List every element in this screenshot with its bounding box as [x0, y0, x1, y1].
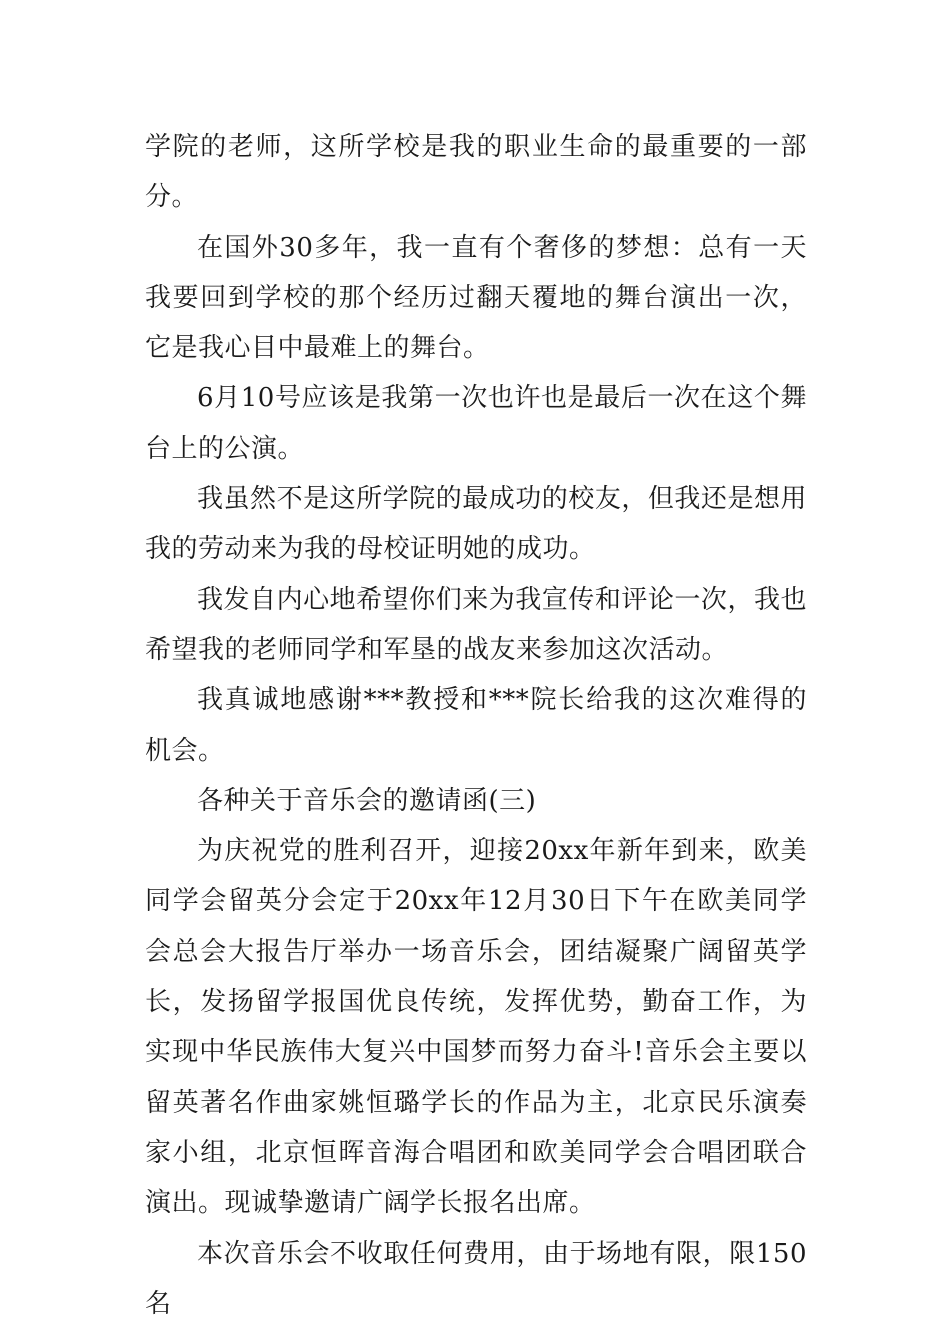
paragraph-performance-date: 6月10号应该是我第一次也许也是最后一次在这个舞台上的公演。 [145, 383, 807, 464]
paragraph-continuation: 学院的老师，这所学校是我的职业生命的最重要的一部分。 [145, 132, 807, 213]
paragraph-dream: 在国外30多年，我一直有个奢侈的梦想：总有一天我要回到学校的那个经历过翻天覆地的舞台演出一次，它是我心目中最难上的舞台。 [145, 232, 807, 364]
section-heading: 各种关于音乐会的邀请函(三) [197, 785, 537, 816]
paragraph-thanks: 我真诚地感谢***教授和***院长给我的这次难得的机会。 [145, 685, 807, 766]
paragraph-alumnus: 我虽然不是这所学院的最成功的校友，但我还是想用我的劳动来为我的母校证明她的成功。 [145, 484, 807, 565]
paragraph-invitation-hope: 我发自内心地希望你们来为我宣传和评论一次，我也希望我的老师同学和军垦的战友来参加这次活动。 [145, 584, 807, 665]
document-body [145, 122, 807, 1329]
paragraph-concert-details: 为庆祝党的胜利召开，迎接20xx年新年到来，欧美同学会留英分会定于20xx年12月30日下午在欧美同学会总会大报告厅举办一场音乐会，团结凝聚广阔留英学长，发扬留学报国优良传统，发挥优势，勤奋工作，为实现中华民族伟大复兴中国梦而努力奋斗!音乐会主要以留英著名作曲家姚恒璐学长的作品为主，北京民乐演奏家小组，北京恒晖音海合唱团和欧美同学会合唱团联合演出。现诚挚邀请广阔学长报名出席。 [145, 836, 807, 1219]
paragraph-admission: 本次音乐会不收取任何费用，由于场地有限，限150名 [145, 1238, 807, 1319]
